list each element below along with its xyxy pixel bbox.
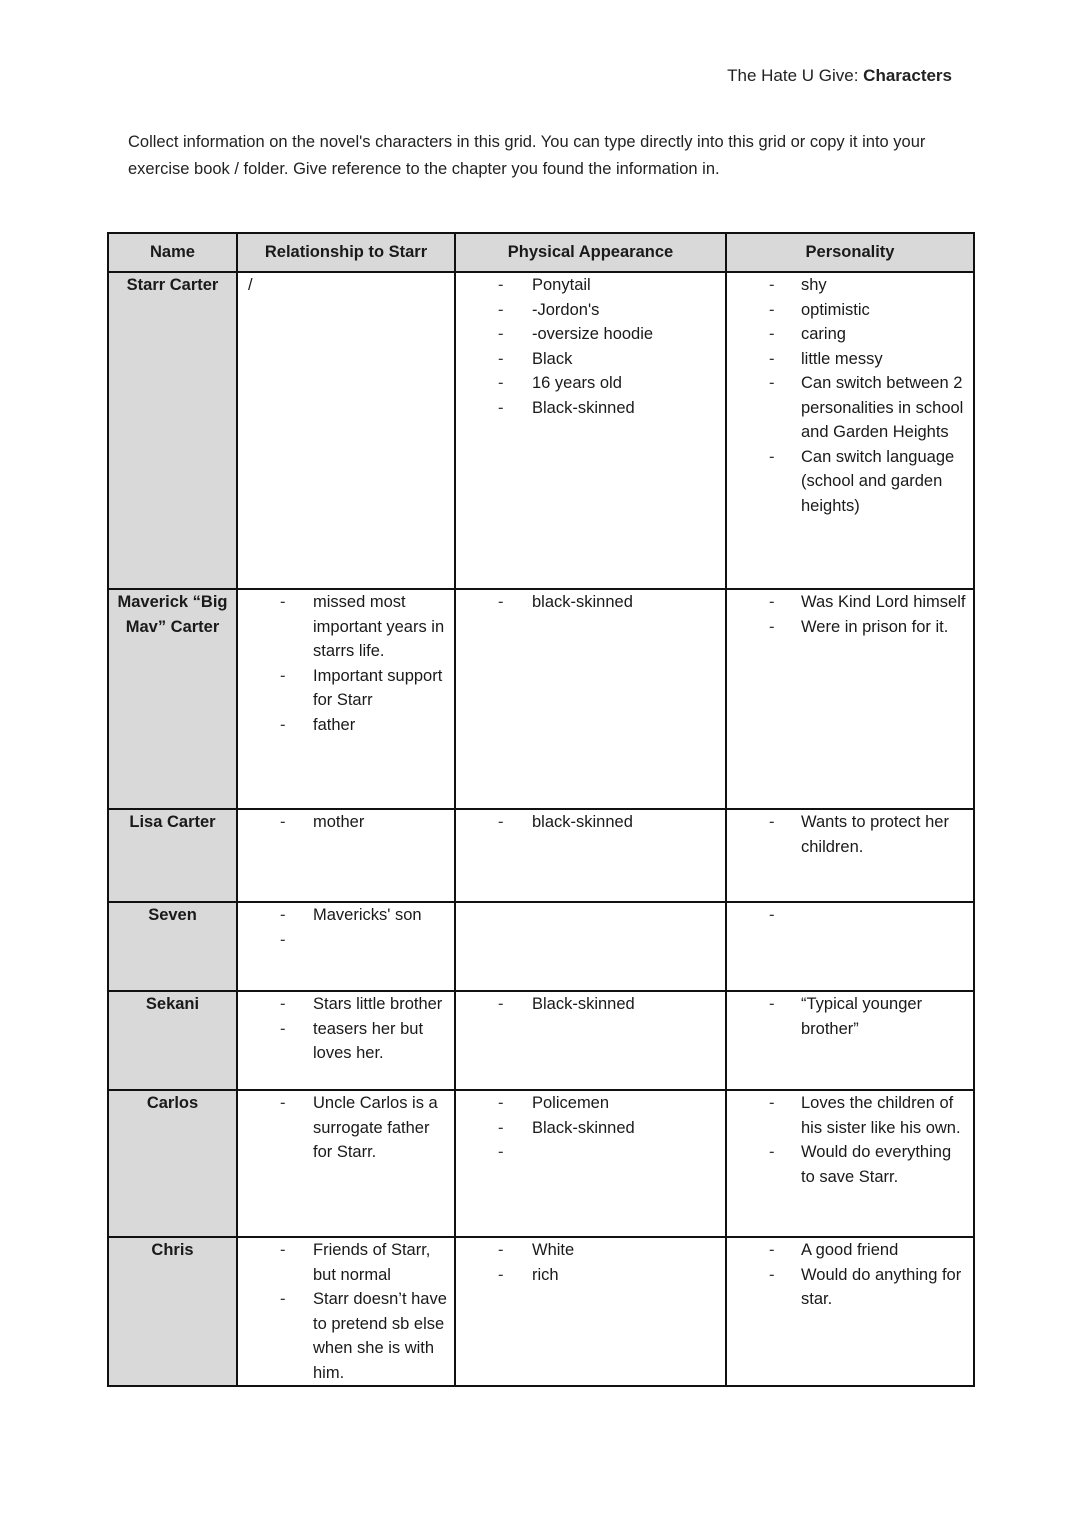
personality-list: [727, 1091, 973, 1189]
list-item: - little messy: [727, 347, 973, 372]
column-header-relationship: Relationship to Starr: [237, 233, 455, 272]
relationship-list: [238, 1238, 454, 1385]
personality-cell[interactable]: [726, 1090, 974, 1237]
list-item: - Stars little brother: [238, 992, 454, 1017]
relationship-cell[interactable]: [237, 1237, 455, 1386]
personality-list: [727, 903, 973, 928]
list-item: - mother: [238, 810, 454, 835]
personality-cell[interactable]: [726, 902, 974, 991]
character-name-cell[interactable]: Carlos: [108, 1090, 237, 1237]
list-item: - 16 years old: [456, 371, 725, 396]
list-item: - -Jordon's: [456, 298, 725, 323]
list-item: - shy: [727, 273, 973, 298]
list-item: - Mavericks' son: [238, 903, 454, 928]
list-item: - Black-skinned: [456, 1116, 725, 1141]
page-header: [727, 66, 952, 86]
relationship-text: /: [248, 276, 253, 294]
relationship-cell[interactable]: [237, 272, 455, 589]
list-item: - Can switch between 2 personalities in school and Garden Heights: [727, 371, 973, 445]
character-row: [108, 589, 974, 809]
relationship-cell[interactable]: [237, 991, 455, 1090]
appearance-cell[interactable]: [455, 272, 726, 589]
characters-grid: [107, 232, 975, 1387]
header-row: [108, 233, 974, 272]
list-item: [727, 903, 973, 928]
appearance-list: [456, 273, 725, 420]
list-item: - Policemen: [456, 1091, 725, 1116]
list-item: - Would do everything to save Starr.: [727, 1140, 973, 1189]
character-row: [108, 809, 974, 902]
column-header-appearance: Physical Appearance: [455, 233, 726, 272]
list-item: - Black: [456, 347, 725, 372]
relationship-list: [238, 992, 454, 1066]
appearance-cell[interactable]: [455, 1090, 726, 1237]
personality-cell[interactable]: [726, 809, 974, 902]
relationship-cell[interactable]: [237, 809, 455, 902]
list-item: - black-skinned: [456, 590, 725, 615]
intro-text: Collect information on the novel's characters in this grid. You can type directly into this grid or copy it into your exercise book / folder. Give reference to the chapter you found the information in.: [128, 133, 926, 178]
personality-list: [727, 992, 973, 1041]
appearance-cell[interactable]: [455, 1237, 726, 1386]
list-item: - Ponytail: [456, 273, 725, 298]
relationship-cell[interactable]: [237, 902, 455, 991]
list-item: - teasers her but loves her.: [238, 1017, 454, 1066]
appearance-list: [456, 810, 725, 835]
character-name-cell[interactable]: Seven: [108, 902, 237, 991]
list-item: - White: [456, 1238, 725, 1263]
character-row: [108, 902, 974, 991]
list-item: - Wants to protect her children.: [727, 810, 973, 859]
list-item: - Was Kind Lord himself: [727, 590, 973, 615]
list-item: - caring: [727, 322, 973, 347]
list-item: - Would do anything for star.: [727, 1263, 973, 1312]
character-name-cell[interactable]: Chris: [108, 1237, 237, 1386]
personality-cell[interactable]: [726, 589, 974, 809]
appearance-list: [456, 1238, 725, 1287]
list-item: - missed most important years in starrs life.: [238, 590, 454, 664]
relationship-cell[interactable]: [237, 589, 455, 809]
appearance-cell[interactable]: [455, 991, 726, 1090]
relationship-list: [238, 810, 454, 835]
list-item: - Uncle Carlos is a surrogate father for Starr.: [238, 1091, 454, 1165]
appearance-list: [456, 992, 725, 1017]
list-item: - optimistic: [727, 298, 973, 323]
list-item: - -oversize hoodie: [456, 322, 725, 347]
personality-cell[interactable]: [726, 991, 974, 1090]
personality-cell[interactable]: [726, 1237, 974, 1386]
list-item: - Black-skinned: [456, 396, 725, 421]
list-item: - black-skinned: [456, 810, 725, 835]
appearance-cell[interactable]: [455, 809, 726, 902]
column-header-personality: Personality: [726, 233, 974, 272]
list-item: - Friends of Starr, but normal: [238, 1238, 454, 1287]
personality-list: [727, 590, 973, 639]
relationship-list: [238, 590, 454, 737]
character-name-cell[interactable]: Sekani: [108, 991, 237, 1090]
list-item: [238, 928, 454, 953]
list-item: - “Typical younger brother”: [727, 992, 973, 1041]
character-row: [108, 1090, 974, 1237]
column-header-name: Name: [108, 233, 237, 272]
personality-list: [727, 273, 973, 518]
header-title-bold: Characters: [863, 66, 952, 85]
relationship-list: [238, 1091, 454, 1165]
personality-list: [727, 1238, 973, 1312]
list-item: - Were in prison for it.: [727, 615, 973, 640]
character-row: [108, 272, 974, 589]
personality-cell[interactable]: [726, 272, 974, 589]
character-name-cell[interactable]: Starr Carter: [108, 272, 237, 589]
list-item: - Loves the children of his sister like his own.: [727, 1091, 973, 1140]
appearance-list: [456, 590, 725, 615]
list-item: [456, 1140, 725, 1165]
appearance-list: [456, 1091, 725, 1165]
relationship-cell[interactable]: [237, 1090, 455, 1237]
personality-list: [727, 810, 973, 859]
list-item: - Important support for Starr: [238, 664, 454, 713]
relationship-list: [238, 903, 454, 952]
list-item: - father: [238, 713, 454, 738]
list-item: - rich: [456, 1263, 725, 1288]
character-row: [108, 1237, 974, 1386]
list-item: - A good friend: [727, 1238, 973, 1263]
list-item: - Black-skinned: [456, 992, 725, 1017]
character-name-cell[interactable]: Maverick “Big Mav” Carter: [108, 589, 237, 809]
appearance-cell[interactable]: [455, 902, 726, 991]
appearance-cell[interactable]: [455, 589, 726, 809]
list-item: - Can switch language (school and garden heights): [727, 445, 973, 519]
character-row: [108, 991, 974, 1090]
header-title-prefix: The Hate U Give:: [727, 66, 864, 85]
list-item: - Starr doesn’t have to pretend sb else when she is with him.: [238, 1287, 454, 1385]
character-name-cell[interactable]: Lisa Carter: [108, 809, 237, 902]
